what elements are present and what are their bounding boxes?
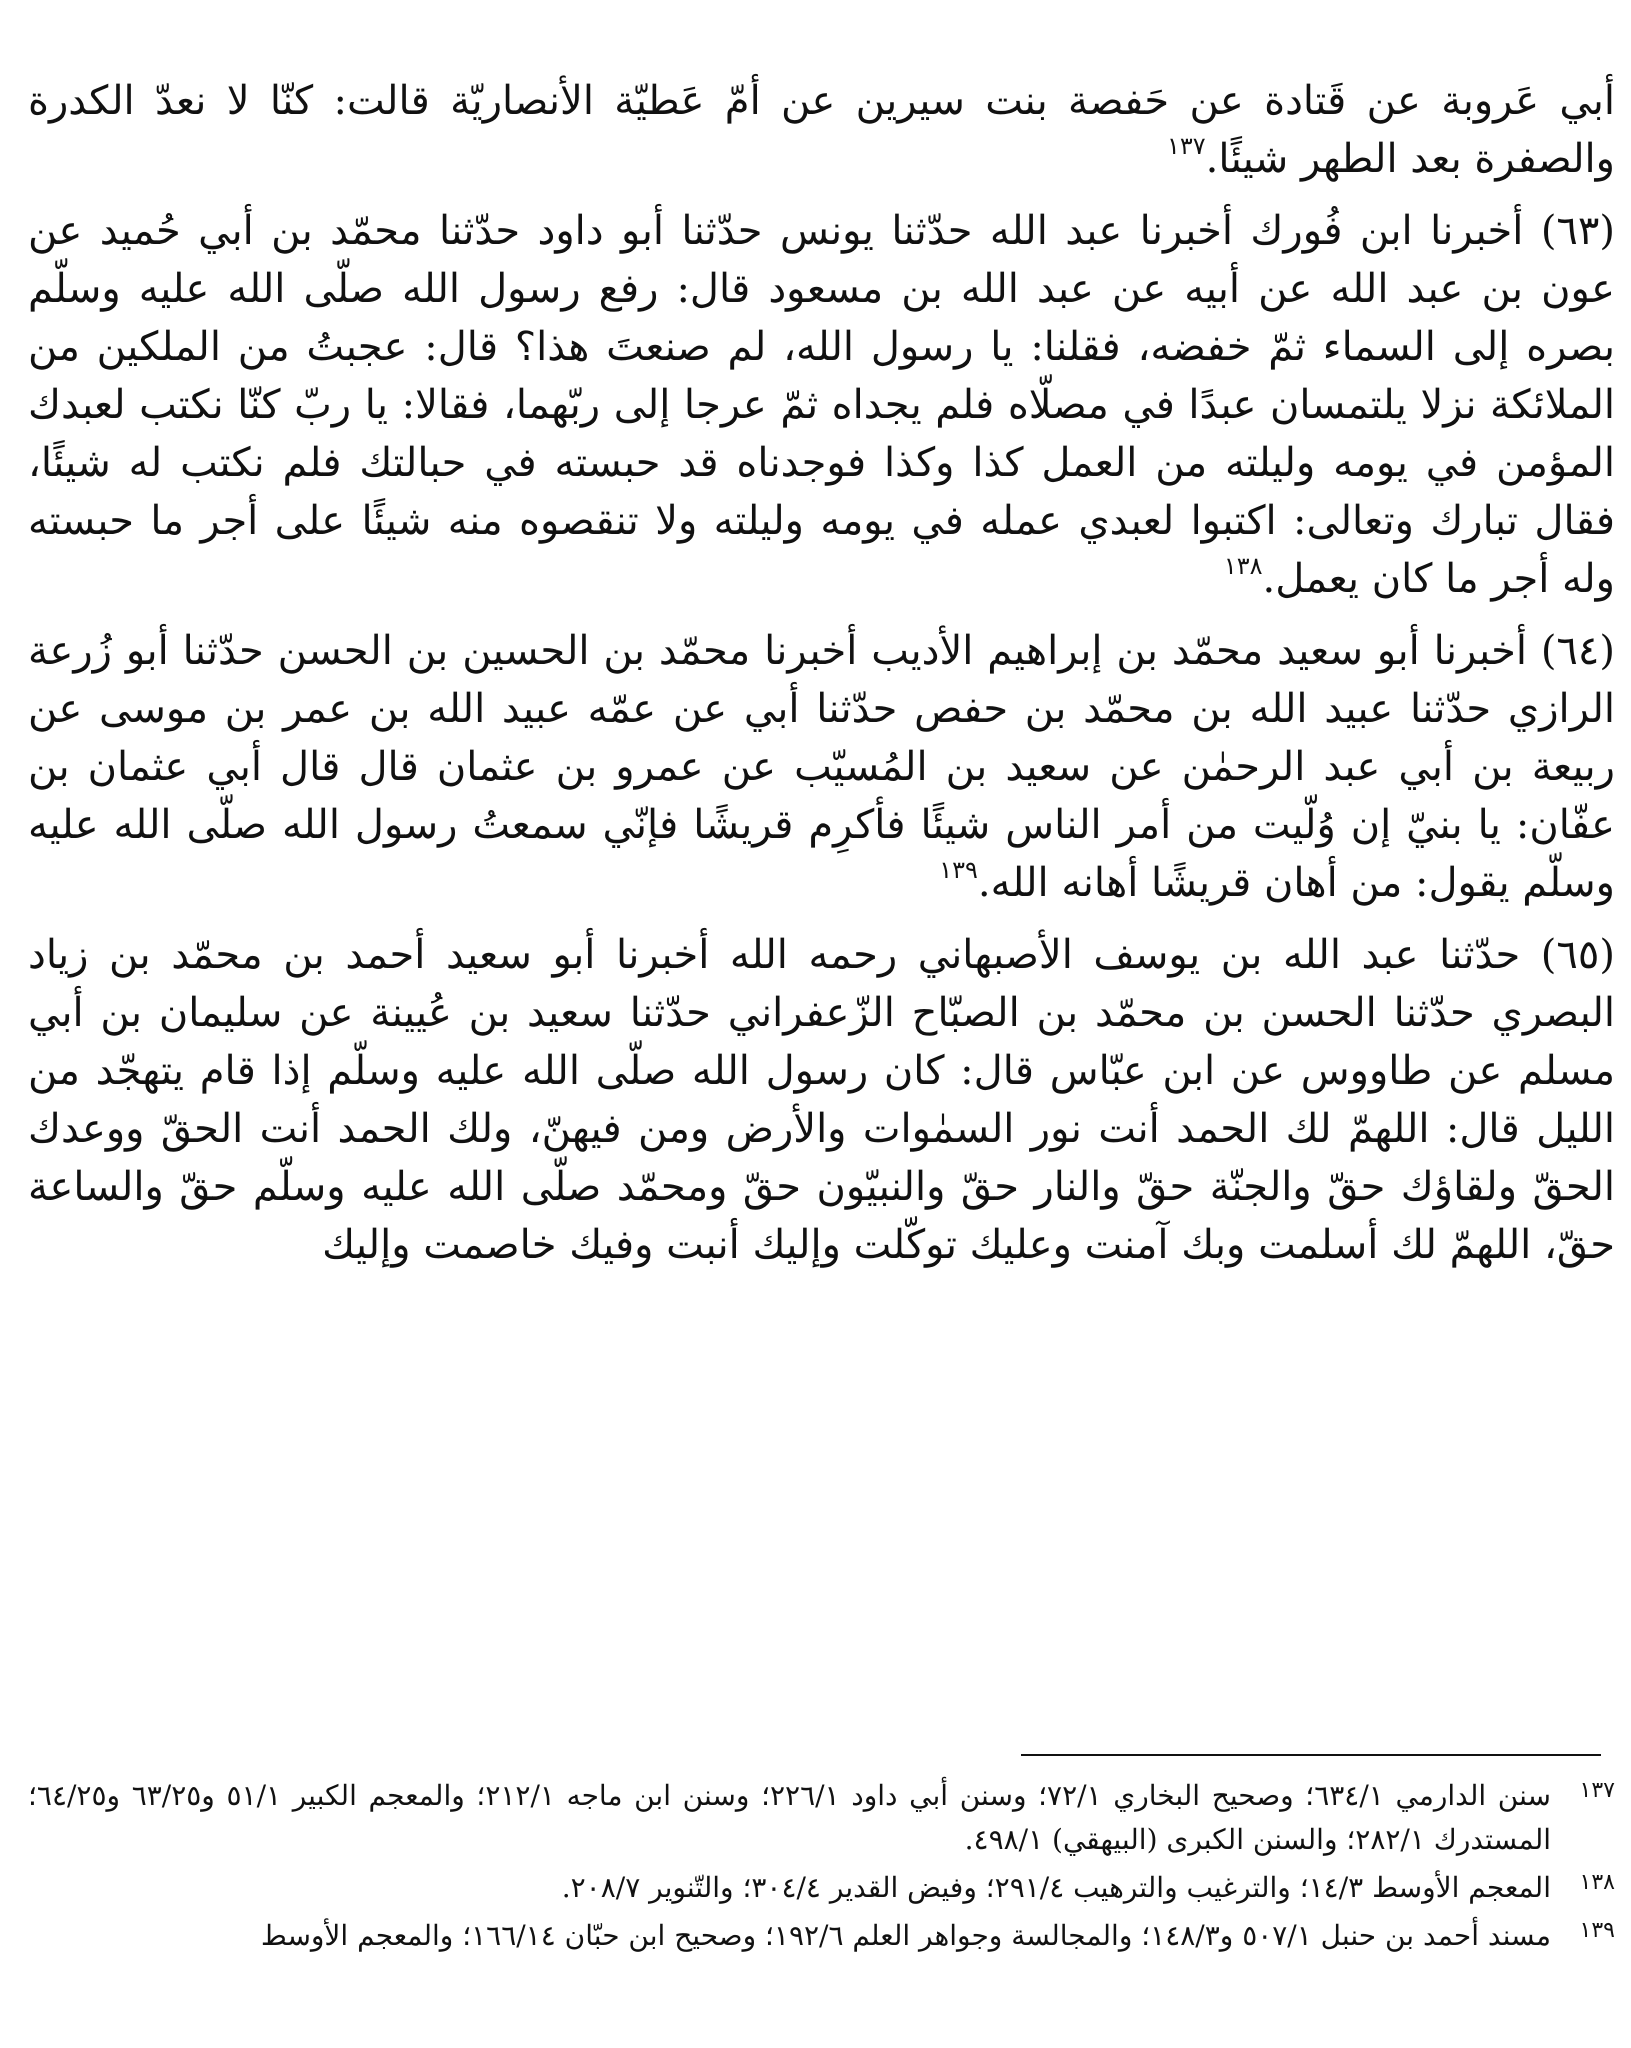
paragraph-continued bbox=[28, 72, 1615, 188]
main-text bbox=[28, 72, 1615, 1274]
paragraph-64 bbox=[28, 622, 1615, 912]
paragraph-text: (٦٤) أخبرنا أبو سعيد محمّد بن إبراهيم الأديب أخبرنا محمّد بن الحسين بن الحسن حدّثنا أبو زُرعة الرازي حدّثنا عبيد الله بن محمّد بن حفص حدّثنا أبي عن عمّه عبيد الله بن عمر بن موسى عن ربيعة بن أبي عبد الرحمٰن عن سعيد بن المُسيّب عن عمرو بن عثمان قال قال أبي عثمان بن عفّان: يا بنيّ إن وُلّيت من أمر الناس شيئًا فأكرِم قريشًا فإنّي سمعتُ رسول الله صلّى الله عليه وسلّم يقول: من أهان قريشًا أهانه الله. bbox=[28, 628, 1615, 906]
footnote-139 bbox=[28, 1914, 1615, 1958]
paragraph-65 bbox=[28, 926, 1615, 1274]
paragraph-text: أبي عَروبة عن قَتادة عن حَفصة بنت سيرين عن أمّ عَطيّة الأنصاريّة قالت: كنّا لا نعدّ الكدرة والصفرة بعد الطهر شيئًا. bbox=[28, 78, 1615, 182]
footnote-ref-138[interactable]: ١٣٨ bbox=[1223, 552, 1263, 580]
footnote-number: ١٣٩ bbox=[1579, 1918, 1615, 1943]
footnote-ref-139[interactable]: ١٣٩ bbox=[939, 856, 978, 884]
footnote-137 bbox=[28, 1774, 1615, 1862]
footnote-ref-137[interactable]: ١٣٧ bbox=[1167, 132, 1206, 160]
footnote-number: ١٣٧ bbox=[1579, 1778, 1615, 1803]
footnotes bbox=[28, 1770, 1615, 1958]
footnote-separator bbox=[1021, 1754, 1601, 1756]
paragraph-text: (٦٥) حدّثنا عبد الله بن يوسف الأصبهاني رحمه الله أخبرنا أبو سعيد أحمد بن محمّد بن زياد البصري حدّثنا الحسن بن محمّد بن الصبّاح الزّعفراني حدّثنا سعيد بن عُيينة عن سليمان بن أبي مسلم عن طاووس عن ابن عبّاس قال: كان رسول الله صلّى الله عليه وسلّم إذا قام يتهجّد من الليل قال: اللهمّ لك الحمد أنت نور السمٰوات والأرض ومن فيهنّ، ولك الحمد أنت الحقّ ووعدك الحقّ ولقاؤك حقّ والجنّة حقّ والنار حقّ والنبيّون حقّ ومحمّد صلّى الله عليه وسلّم حقّ والساعة حقّ، اللهمّ لك أسلمت وبك آمنت وعليك توكّلت وإليك أنبت وفيك خاصمت وإليك bbox=[28, 932, 1616, 1268]
footnote-number: ١٣٨ bbox=[1579, 1870, 1615, 1895]
footnote-text: سنن الدارمي ٦٣٤/١؛ وصحيح البخاري ٧٢/١؛ وسنن أبي داود ٢٢٦/١؛ وسنن ابن ماجه ٢١٢/١؛ والمعجم الكبير ٥١/١ و٦٣/٢٥ و٦٤/٢٥؛ المستدرك ٢٨٢/١؛ والسنن الكبرى (البيهقي) ٤٩٨/١. bbox=[28, 1779, 1552, 1856]
paragraph-63 bbox=[28, 202, 1615, 608]
footnote-138 bbox=[28, 1866, 1615, 1910]
footnote-text: المعجم الأوسط ١٤/٣؛ والترغيب والترهيب ٢٩١/٤؛ وفيض القدير ٣٠٤/٤؛ والتّنوير ٢٠٨/٧. bbox=[561, 1871, 1551, 1904]
paragraph-text: (٦٣) أخبرنا ابن فُورك أخبرنا عبد الله حدّثنا يونس حدّثنا أبو داود حدّثنا محمّد بن أبي حُميد عن عون بن عبد الله عن أبيه عن عبد الله بن مسعود قال: رفع رسول الله صلّى الله عليه وسلّم بصره إلى السماء ثمّ خفضه، فقلنا: يا رسول الله، لم صنعتَ هذا؟ قال: عجبتُ من الملكين من الملائكة نزلا يلتمسان عبدًا في مصلّاه فلم يجداه ثمّ عرجا إلى ربّهما، فقالا: يا ربّ كنّا نكتب لعبدك المؤمن في يومه وليلته من العمل كذا وكذا فوجدناه قد حبسته في حبالتك فلم نكتب له شيئًا، فقال تبارك وتعالى: اكتبوا لعبدي عمله في يومه وليلته ولا تنقصوه منه شيئًا على أجر ما حبسته وله أجر ما كان يعمل. bbox=[28, 208, 1615, 602]
footnote-text: مسند أحمد بن حنبل ٥٠٧/١ و١٤٨/٣؛ والمجالسة وجواهر العلم ١٩٢/٦؛ وصحيح ابن حبّان ١٦٦/١٤؛ والمعجم الأوسط bbox=[260, 1919, 1551, 1952]
